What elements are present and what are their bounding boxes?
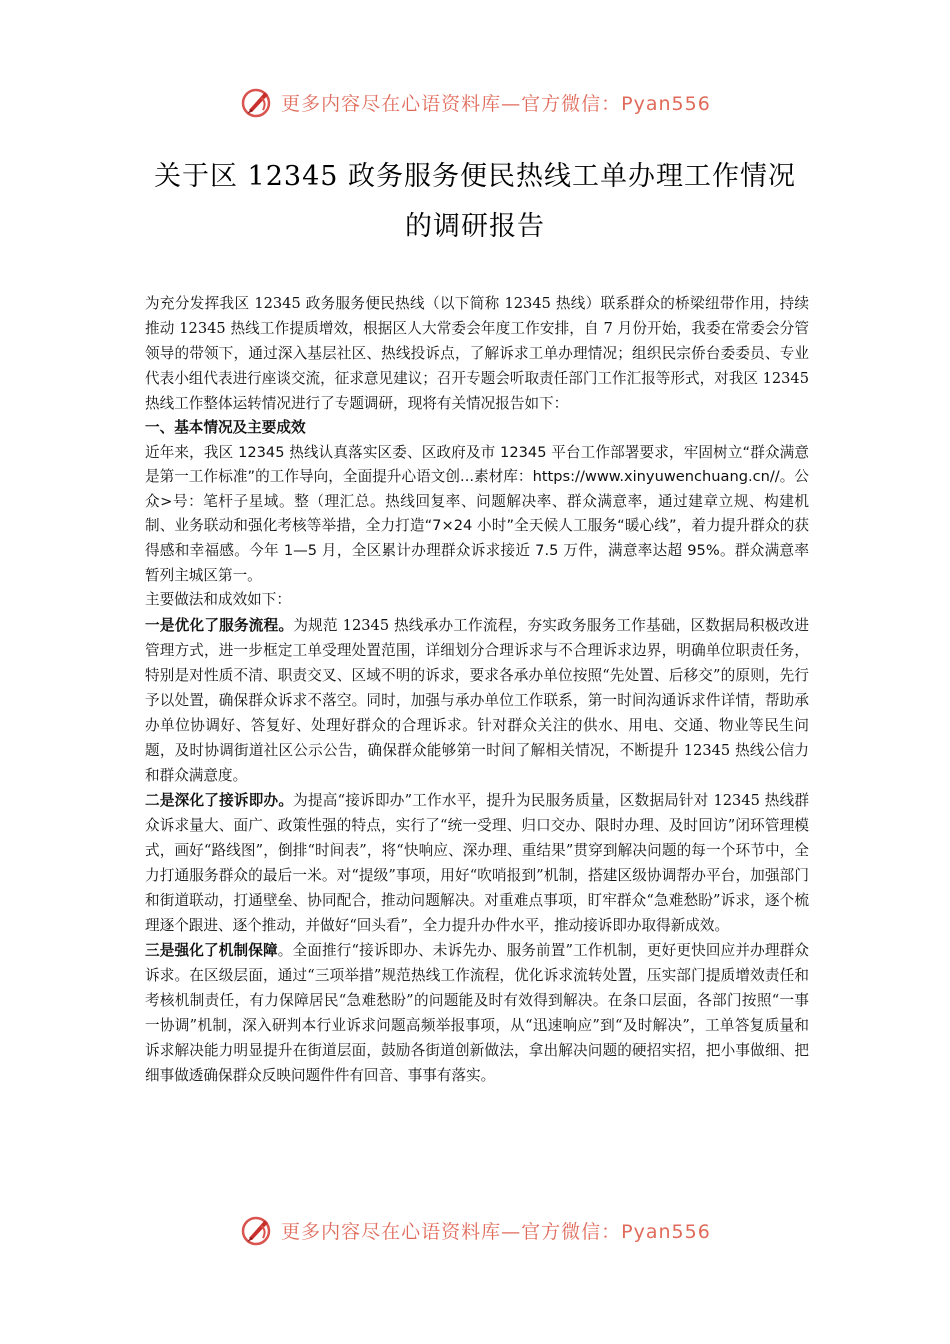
point-2-paragraph [145, 788, 809, 938]
point-3-body: 。全面推行“接诉即办、未诉先办、服务前置”工作机制，更好更快回应并办理群众诉求。在区级层面，通过“三项举措”规范热线工作流程，优化诉求流转处置，压实部门提质增效责任和考核机制责任，有力保障居民“急难愁盼”的问题能及时有效得到解决。在条口层面，各部门按照“一事一协调”机制，深入研判本行业诉求问题高频举报事项，从“迅速响应”到“及时解决”，工单答复质量和诉求解决能力明显提升在街道层面，鼓励各街道创新做法，拿出解决问题的硬招实招，把小事做细、把细事做透确保群众反映问题件件有回音、事事有落实。 [145, 941, 809, 1084]
point-2-label: 二是深化了接诉即办。 [145, 791, 294, 809]
point-1-body: 为规范 12345 热线承办工作流程，夯实政务服务工作基础，区数据局积极改进管理方式，进一步框定工单受理处置范围，详细划分合理诉求与不合理诉求边界，明确单位职责任务，特别是对性质不清、职责交叉、区域不明的诉求，要求各承办单位按照“先处置、后移交”的原则，先行予以处置，确保群众诉求不落空。同时，加强与承办单位工作联系，第一时间沟通诉求件详情，帮助承办单位协调好、答复好、处理好群众的合理诉求。针对群众关注的供水、用电、交通、物业等民生问题，及时协调街道社区公示公告，确保群众能够第一时间了解相关情况，不断提升 12345 热线公信力和群众满意度。 [145, 616, 809, 784]
watermark-banner-top [0, 82, 950, 122]
title-line-1: 关于区 12345 政务服务便民热线工单办理工作情况 [153, 161, 797, 192]
point-3-label: 三是强化了机制保障 [145, 941, 278, 959]
document-body [145, 291, 809, 1088]
watermark-banner-bottom [0, 1210, 950, 1250]
point-1-paragraph [145, 613, 809, 788]
section-heading-1: 一、基本情况及主要成效 [145, 419, 306, 436]
point-1-label: 一是优化了服务流程。 [145, 616, 294, 634]
section1-tail: 主要做法和成效如下： [145, 591, 291, 609]
title-line-2: 的调研报告 [405, 211, 545, 242]
intro-paragraph: 为充分发挥我区 12345 政务服务便民热线（以下简称 12345 热线）联系群众的桥梁纽带作用，持续推动 12345 热线工作提质增效，根据区人大常委会年度工作安排，自 7 月份开始，我委在常委会分管领导的带领下，通过深入基层社区、热线投诉点，了解诉求工单办理情况；组织民宗侨台委委员、专业代表小组代表进行座谈交流，征求意见建议；召开专题会听取责任部门工作汇报等形式，对我区 12345 热线工作整体运转情况进行了专题调研，现将有关情况报告如下： [145, 295, 810, 412]
pen-logo-icon [239, 1212, 275, 1248]
document-title [0, 152, 950, 252]
wechat-id: Pyan556 [621, 92, 711, 115]
point-2-body: 为提高“接诉即办”工作水平，提升为民服务质量，区数据局针对 12345 热线群众诉求量大、面广、政策性强的特点，实行了“统一受理、归口交办、限时办理、及时回访”闭环管理模式，画好“路线图”，倒排“时间表”，将“快响应、深办理、重结果”贯穿到解决问题的每一个环节中，全力打通服务群众的最后一米。对“提级”事项，用好“吹哨报到”机制，搭建区级协调帮办平台，加强部门和街道联动，打通壁垒、协同配合，推动问题解决。对重难点事项，盯牢群众“急难愁盼”诉求，逐个梳理逐个跟进、逐个推动，并做好“回头看”，全力提升办件水平，推动接诉即办取得新成效。 [145, 791, 809, 934]
pen-logo-icon [239, 84, 275, 120]
watermark-text: 更多内容尽在心语资料库—官方微信：Pyan556 [281, 92, 711, 115]
wechat-id: Pyan556 [621, 1220, 711, 1243]
point-3-paragraph [145, 938, 809, 1088]
section1-paragraph: 近年来，我区 12345 热线认真落实区委、区政府及市 12345 平台工作部署要求，牢固树立“群众满意是第一工作标准”的工作导向，全面提升心语文创...素材库：https://www.xinyuwenchuang.cn//。公众>号：笔杆子星域。整（理汇总。热线回复率、问题解决率、群众满意率，通过建章立规、构建机制、业务联动和强化考核等举措，全力打造“7×24 小时”全天候人工服务“暖心线”，着力提升群众的获得感和幸福感。今年 1—5 月，全区累计办理群众诉求接近 7.5 万件，满意率达超 95%。群众满意率暂列主城区第一。 [145, 443, 809, 584]
watermark-text: 更多内容尽在心语资料库—官方微信：Pyan556 [281, 1220, 711, 1243]
